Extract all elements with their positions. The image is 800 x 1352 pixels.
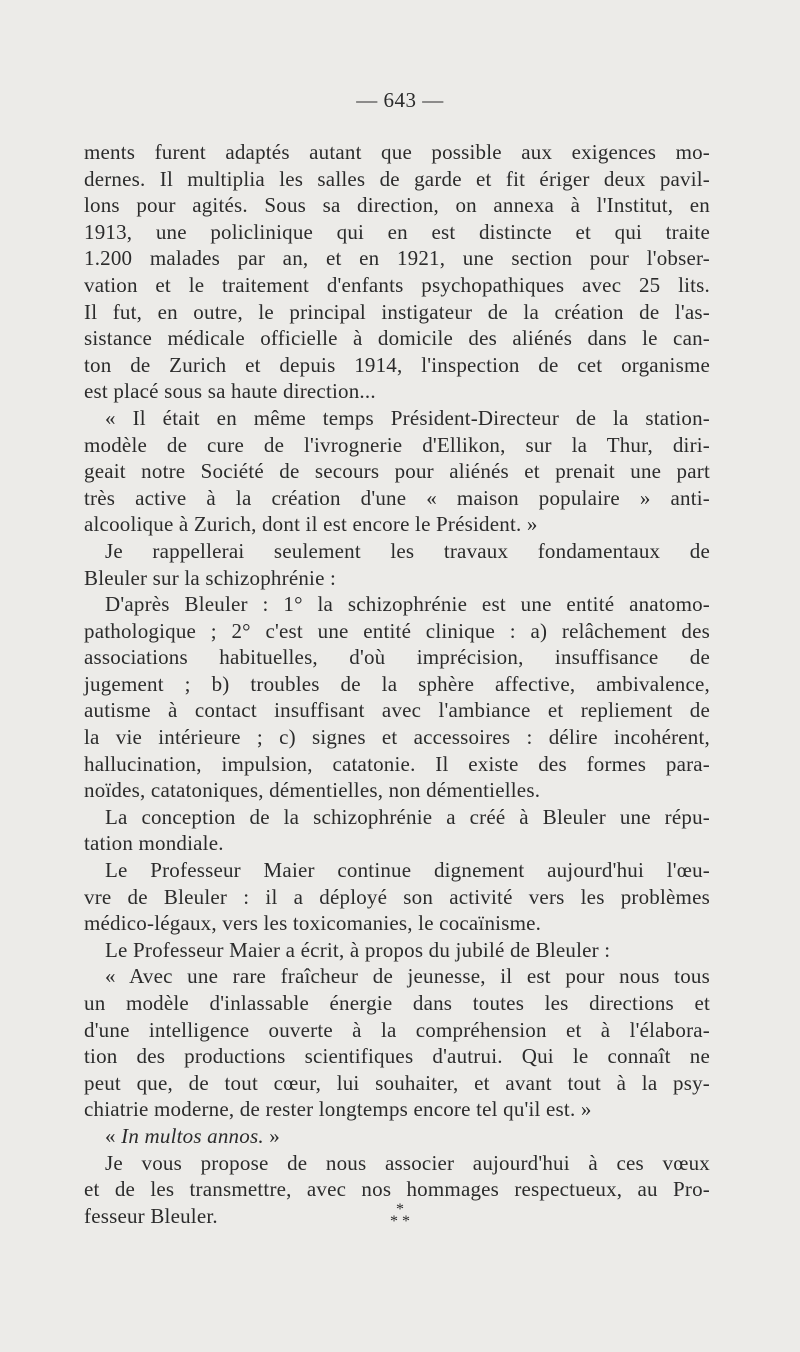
text-line: Je rappellerai seulement les travaux fondamentaux de xyxy=(105,538,710,563)
text-line: « Avec une rare fraîcheur de jeunesse, il est pour nous tous xyxy=(105,964,710,989)
text-line: « Il était en même temps Président-Directeur de la station- xyxy=(105,405,710,430)
text-line: hallucination, impulsion, catatonie. Il existe des formes para- xyxy=(84,751,710,776)
text-line: très active à la création d'une « maison populaire » anti- xyxy=(84,485,710,510)
italic-text: In multos annos. xyxy=(121,1123,264,1148)
text-line: vation et le traitement d'enfants psychopathiques avec 25 lits. xyxy=(84,272,710,297)
asterism xyxy=(0,1201,800,1230)
text-line: ton de Zurich et depuis 1914, l'inspection de cet organisme xyxy=(84,352,710,377)
text-line: Je vous propose de nous associer aujourd'hui à ces vœux xyxy=(105,1150,710,1175)
text-line: autisme à contact insuffisant avec l'ambiance et repliement de xyxy=(84,698,710,723)
text-line: La conception de la schizophrénie a créé à Bleuler une répu- xyxy=(105,804,710,829)
text-line: fesseur Bleuler. xyxy=(84,1203,218,1228)
text-line: associations habituelles, d'où imprécision, insuffisance de xyxy=(84,645,710,670)
body-text xyxy=(84,139,710,1229)
text-line: geait notre Société de secours pour aliénés et prenait une part xyxy=(84,459,710,484)
text-line: D'après Bleuler : 1° la schizophrénie est une entité anatomo- xyxy=(105,592,710,617)
text-line: dernes. Il multiplia les salles de garde et fit ériger deux pavil- xyxy=(84,166,710,191)
text-line: vre de Bleuler : il a déployé son activité vers les problèmes xyxy=(84,884,710,909)
text-line: d'une intelligence ouverte à la compréhension et à l'élabora- xyxy=(84,1017,710,1042)
text-line: tion des productions scientifiques d'autrui. Qui le connaît ne xyxy=(84,1044,710,1069)
text-line: alcoolique à Zurich, dont il est encore le Président. » xyxy=(84,512,538,537)
text-line: noïdes, catatoniques, démentielles, non démentielles. xyxy=(84,778,541,803)
asterism-top: * xyxy=(396,1201,404,1218)
text-line: pathologique ; 2° c'est une entité clinique : a) relâchement des xyxy=(84,618,710,643)
text-line: Le Professeur Maier a écrit, à propos du jubilé de Bleuler : xyxy=(105,937,611,962)
text-line: Il fut, en outre, le principal instigateur de la création de l'as- xyxy=(84,299,710,324)
text-line: ments furent adaptés autant que possible aux exigences mo- xyxy=(84,140,710,164)
text-line: médico-légaux, vers les toxicomanies, le cocaïnisme. xyxy=(84,911,542,936)
text-line: « In multos annos. » xyxy=(105,1123,280,1148)
text-line: peut que, de tout cœur, lui souhaiter, et avant tout à la psy- xyxy=(84,1070,710,1095)
text-line: 1913, une policlinique qui en est distincte et qui traite xyxy=(84,219,710,244)
asterism-bottom: * * xyxy=(390,1213,410,1230)
text-line: tation mondiale. xyxy=(84,831,224,856)
text-line: la vie intérieure ; c) signes et accessoires : délire incohérent, xyxy=(84,725,710,750)
text-line: un modèle d'inlassable énergie dans toutes les directions et xyxy=(84,991,710,1015)
text-line: est placé sous sa haute direction... xyxy=(84,379,376,404)
text-line: modèle de cure de l'ivrognerie d'Ellikon, sur la Thur, diri- xyxy=(84,432,710,457)
text-line: sistance médicale officielle à domicile des aliénés dans le can- xyxy=(84,326,710,351)
text-line: chiatrie moderne, de rester longtemps encore tel qu'il est. » xyxy=(84,1097,592,1122)
text-line: lons pour agités. Sous sa direction, on annexa à l'Institut, en xyxy=(84,193,710,218)
text-line: et de les transmettre, avec nos hommages respectueux, au Pro- xyxy=(84,1177,710,1202)
text-line: 1.200 malades par an, et en 1921, une section pour l'obser- xyxy=(84,246,710,271)
page-number: — 643 — xyxy=(356,88,444,112)
text-line: jugement ; b) troubles de la sphère affective, ambivalence, xyxy=(84,671,710,696)
text-line: Le Professeur Maier continue dignement aujourd'hui l'œu- xyxy=(105,858,710,883)
text-line: Bleuler sur la schizophrénie : xyxy=(84,565,337,590)
